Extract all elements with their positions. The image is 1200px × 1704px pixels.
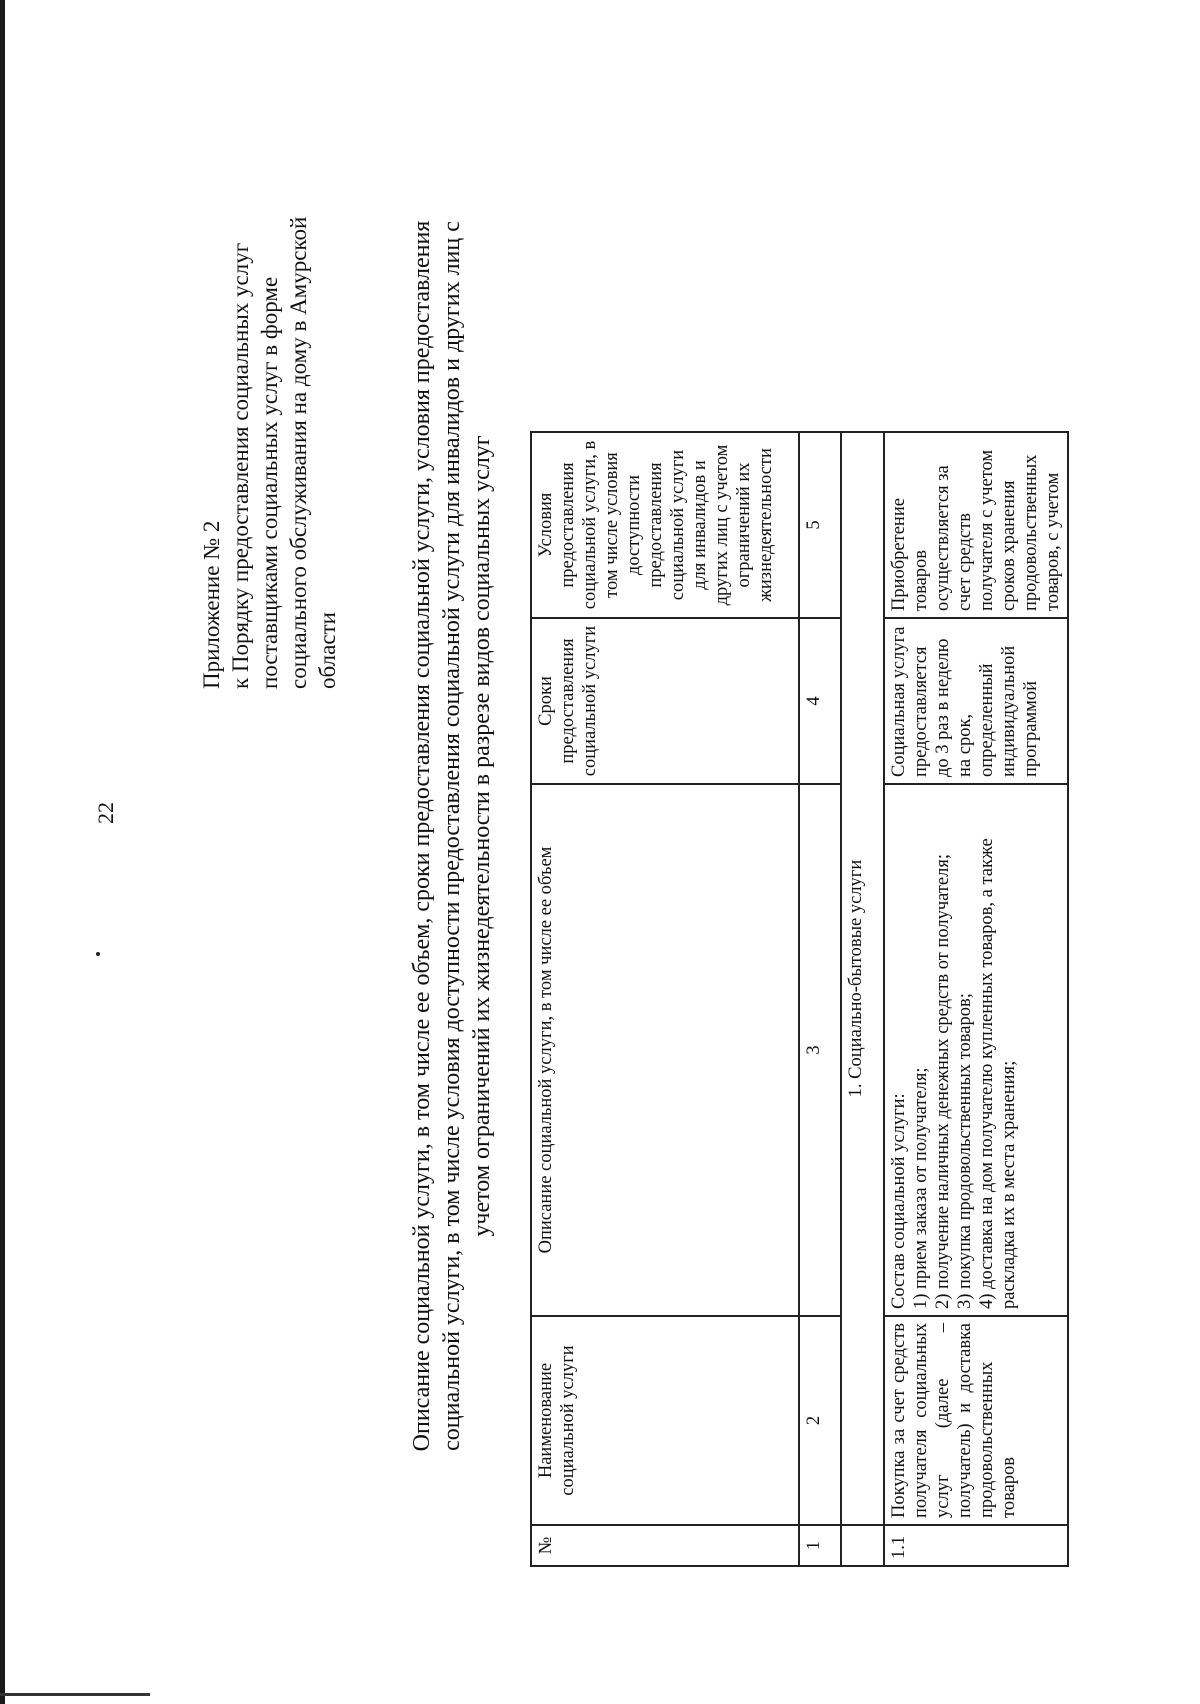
section-title: 1. Социально-бытовые услуги bbox=[841, 432, 884, 1525]
header-cell-name: Наименование социальной услуги bbox=[531, 1316, 799, 1525]
appendix-line: Приложение № 2 bbox=[199, 520, 224, 689]
heading-line: Описание социальной услуги, в том числе ее объем, сроки предоставления социальной услуги, условия предоставления bbox=[409, 220, 435, 1452]
appendix-line: социального обслуживания на дому в Амурской bbox=[286, 216, 311, 689]
column-number: 4 bbox=[799, 618, 841, 784]
row-number: 1.1 bbox=[884, 1525, 1068, 1566]
service-description bbox=[884, 784, 1068, 1316]
appendix-line: поставщиками социальных услуг в форме bbox=[257, 276, 282, 689]
description-line: Состав социальной услуги: bbox=[889, 1093, 909, 1309]
page-number: 22 bbox=[93, 802, 118, 824]
section-spacer-cell bbox=[841, 1525, 884, 1566]
column-number-row bbox=[799, 432, 841, 1566]
service-name: Покупка за счет средств получателя социальных услуг (далее – получатель) и доставка продовольственных товаров bbox=[884, 1316, 1068, 1525]
section-row bbox=[841, 432, 884, 1566]
appendix-line: области bbox=[315, 612, 340, 689]
column-number: 5 bbox=[799, 432, 841, 618]
service-terms: Социальная услуга предоставляется до 3 раз в неделю на срок, определенный индивидуальной программой bbox=[884, 618, 1068, 784]
table-header-row bbox=[531, 432, 799, 1566]
document-heading bbox=[407, 111, 497, 1561]
appendix-block bbox=[197, 209, 342, 689]
service-conditions: Приобретение товаров осуществляется за счет средств получателя с учетом сроков хранения продовольственных товаров, с учетом bbox=[884, 432, 1068, 618]
description-line: 4) доставка на дом получателю купленных товаров, а также раскладка их в места хранения; bbox=[977, 838, 1019, 1309]
description-line: 1) прием заказа от получателя; bbox=[911, 1067, 931, 1309]
column-number: 1 bbox=[799, 1525, 841, 1566]
column-number: 2 bbox=[799, 1316, 841, 1525]
header-cell-description: Описание социальной услуги, в том числе ее объем bbox=[531, 784, 799, 1316]
appendix-line: к Порядку предоставления социальных услуг bbox=[228, 242, 253, 689]
header-cell-conditions: Условия предоставления социальной услуги, в том числе условия доступности предоставления социальной услуги для инвалидов и других лиц с учетом ограничений их жизнедеятельности bbox=[531, 432, 799, 618]
services-table bbox=[530, 431, 1069, 1567]
description-line: 2) получение наличных денежных средств от получателя; bbox=[933, 853, 953, 1309]
header-cell-num: № bbox=[531, 1525, 799, 1566]
description-line: 3) покупка продовольственных товаров; bbox=[955, 993, 975, 1309]
heading-line: учетом ограничений их жизнедеятельности в разрезе видов социальных услуг bbox=[469, 435, 495, 1237]
table-row bbox=[884, 432, 1068, 1566]
header-cell-terms: Сроки предоставления социальной услуги bbox=[531, 618, 799, 784]
column-number: 3 bbox=[799, 784, 841, 1316]
heading-line: социальной услуги, в том числе условия доступности предоставления социальной услуги для инвалидов и других лиц с bbox=[439, 221, 465, 1451]
